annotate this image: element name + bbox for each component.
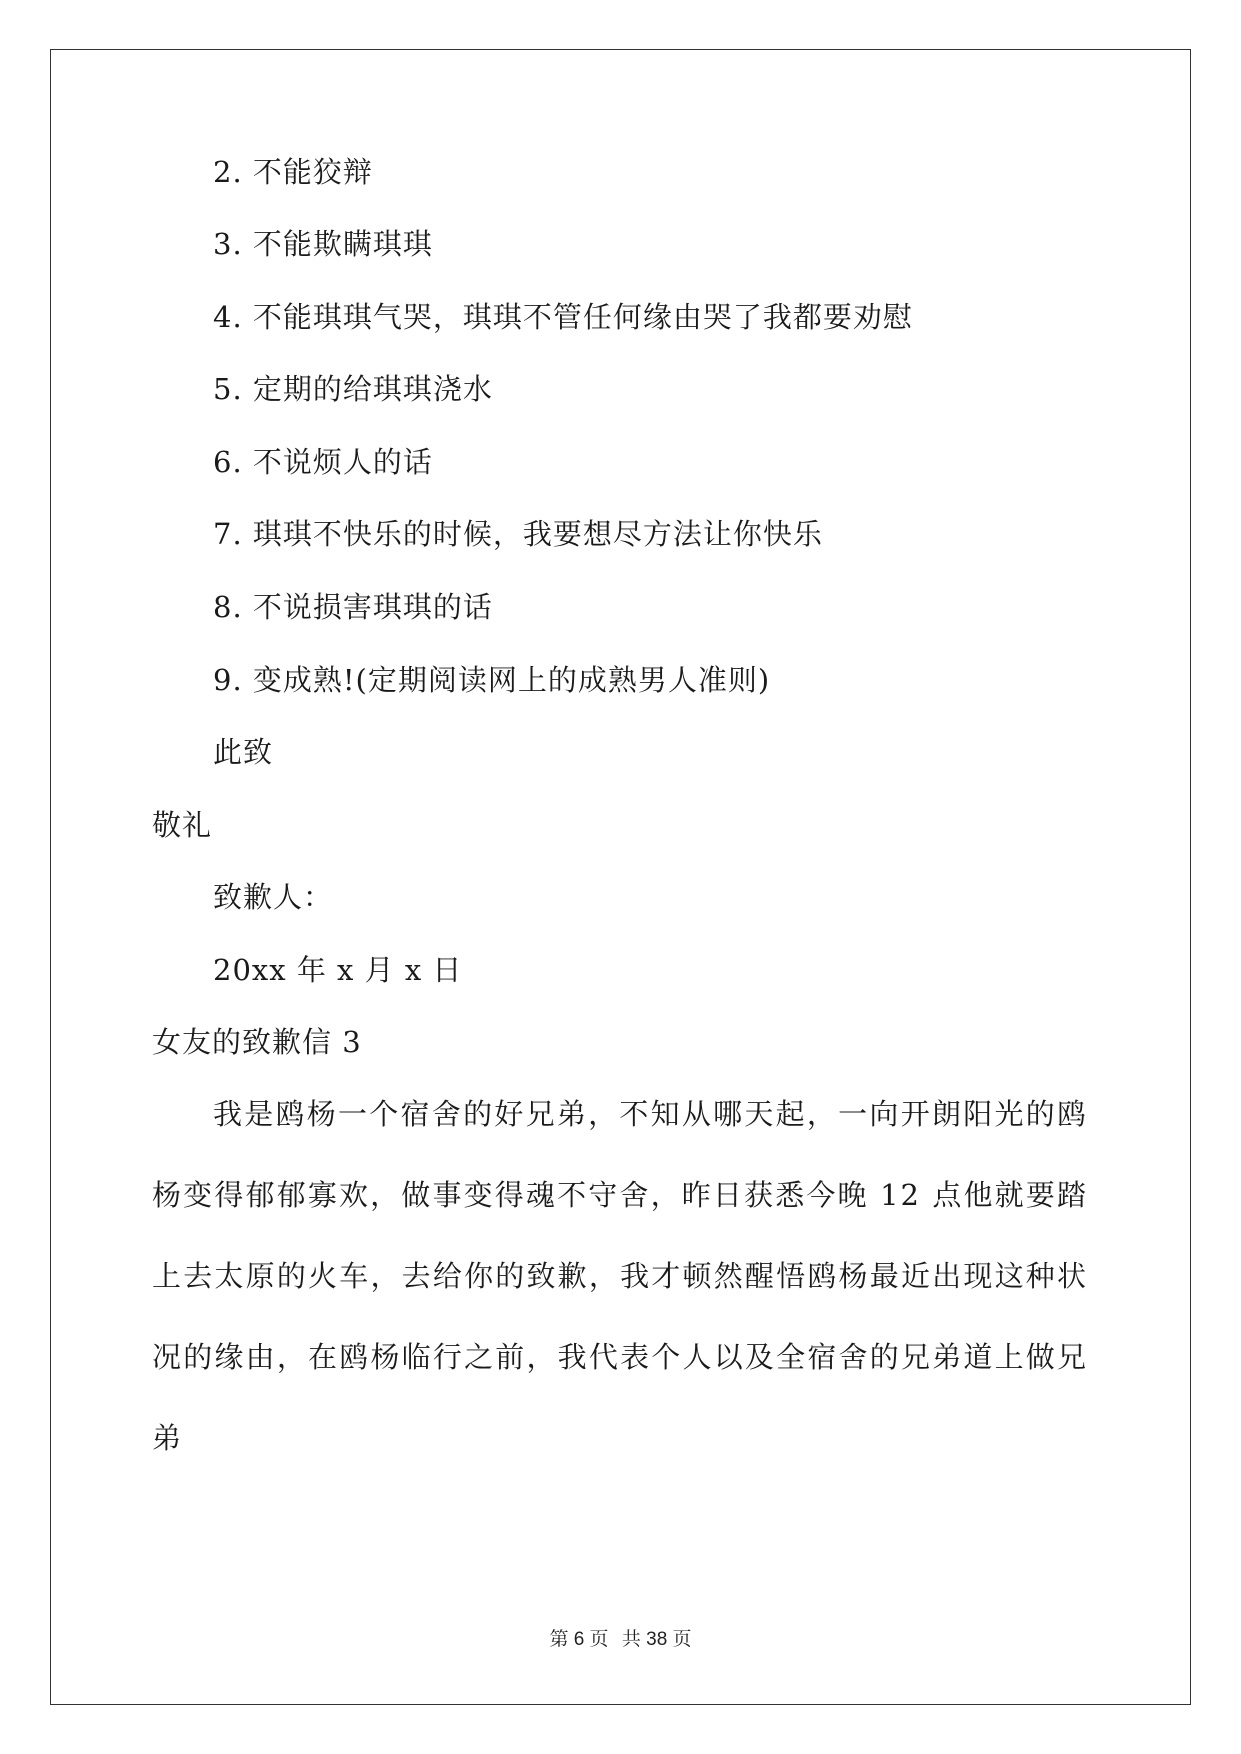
list-item: 5. 定期的给琪琪浇水 bbox=[213, 372, 493, 406]
list-item: 8. 不说损害琪琪的话 bbox=[213, 590, 493, 624]
page-footer bbox=[0, 1624, 1241, 1651]
list-item: 9. 变成熟!(定期阅读网上的成熟男人准则) bbox=[213, 663, 771, 697]
list-item: 2. 不能狡辩 bbox=[213, 155, 373, 189]
list-item: 3. 不能欺瞒琪琪 bbox=[213, 227, 433, 261]
section-title: 女友的致歉信 3 bbox=[152, 1025, 362, 1059]
closing-jingli: 敬礼 bbox=[152, 808, 213, 842]
page-number: 第 6 页 bbox=[549, 1629, 609, 1650]
list-item: 4. 不能琪琪气哭，琪琪不管任何缘由哭了我都要劝慰 bbox=[213, 300, 913, 334]
closing-cizhi: 此致 bbox=[213, 735, 274, 769]
list-item: 6. 不说烦人的话 bbox=[213, 445, 433, 479]
signer-label: 致歉人： bbox=[213, 880, 334, 914]
list-item: 7. 琪琪不快乐的时候，我要想尽方法让你快乐 bbox=[213, 517, 823, 551]
body-paragraph: 我是鸥杨一个宿舍的好兄弟，不知从哪天起，一向开朗阳光的鸥杨变得郁郁寡欢，做事变得魂不守舍，昨日获悉今晚 12 点他就要踏上去太原的火车，去给你的致歉，我才顿然醒悟鸥杨最近出现这种状况的缘由，在鸥杨临行之前，我代表个人以及全宿舍的兄弟道上做兄弟 bbox=[152, 1097, 1088, 1455]
letter-date: 20xx 年 x 月 x 日 bbox=[213, 953, 463, 987]
page-total: 共 38 页 bbox=[621, 1629, 692, 1650]
